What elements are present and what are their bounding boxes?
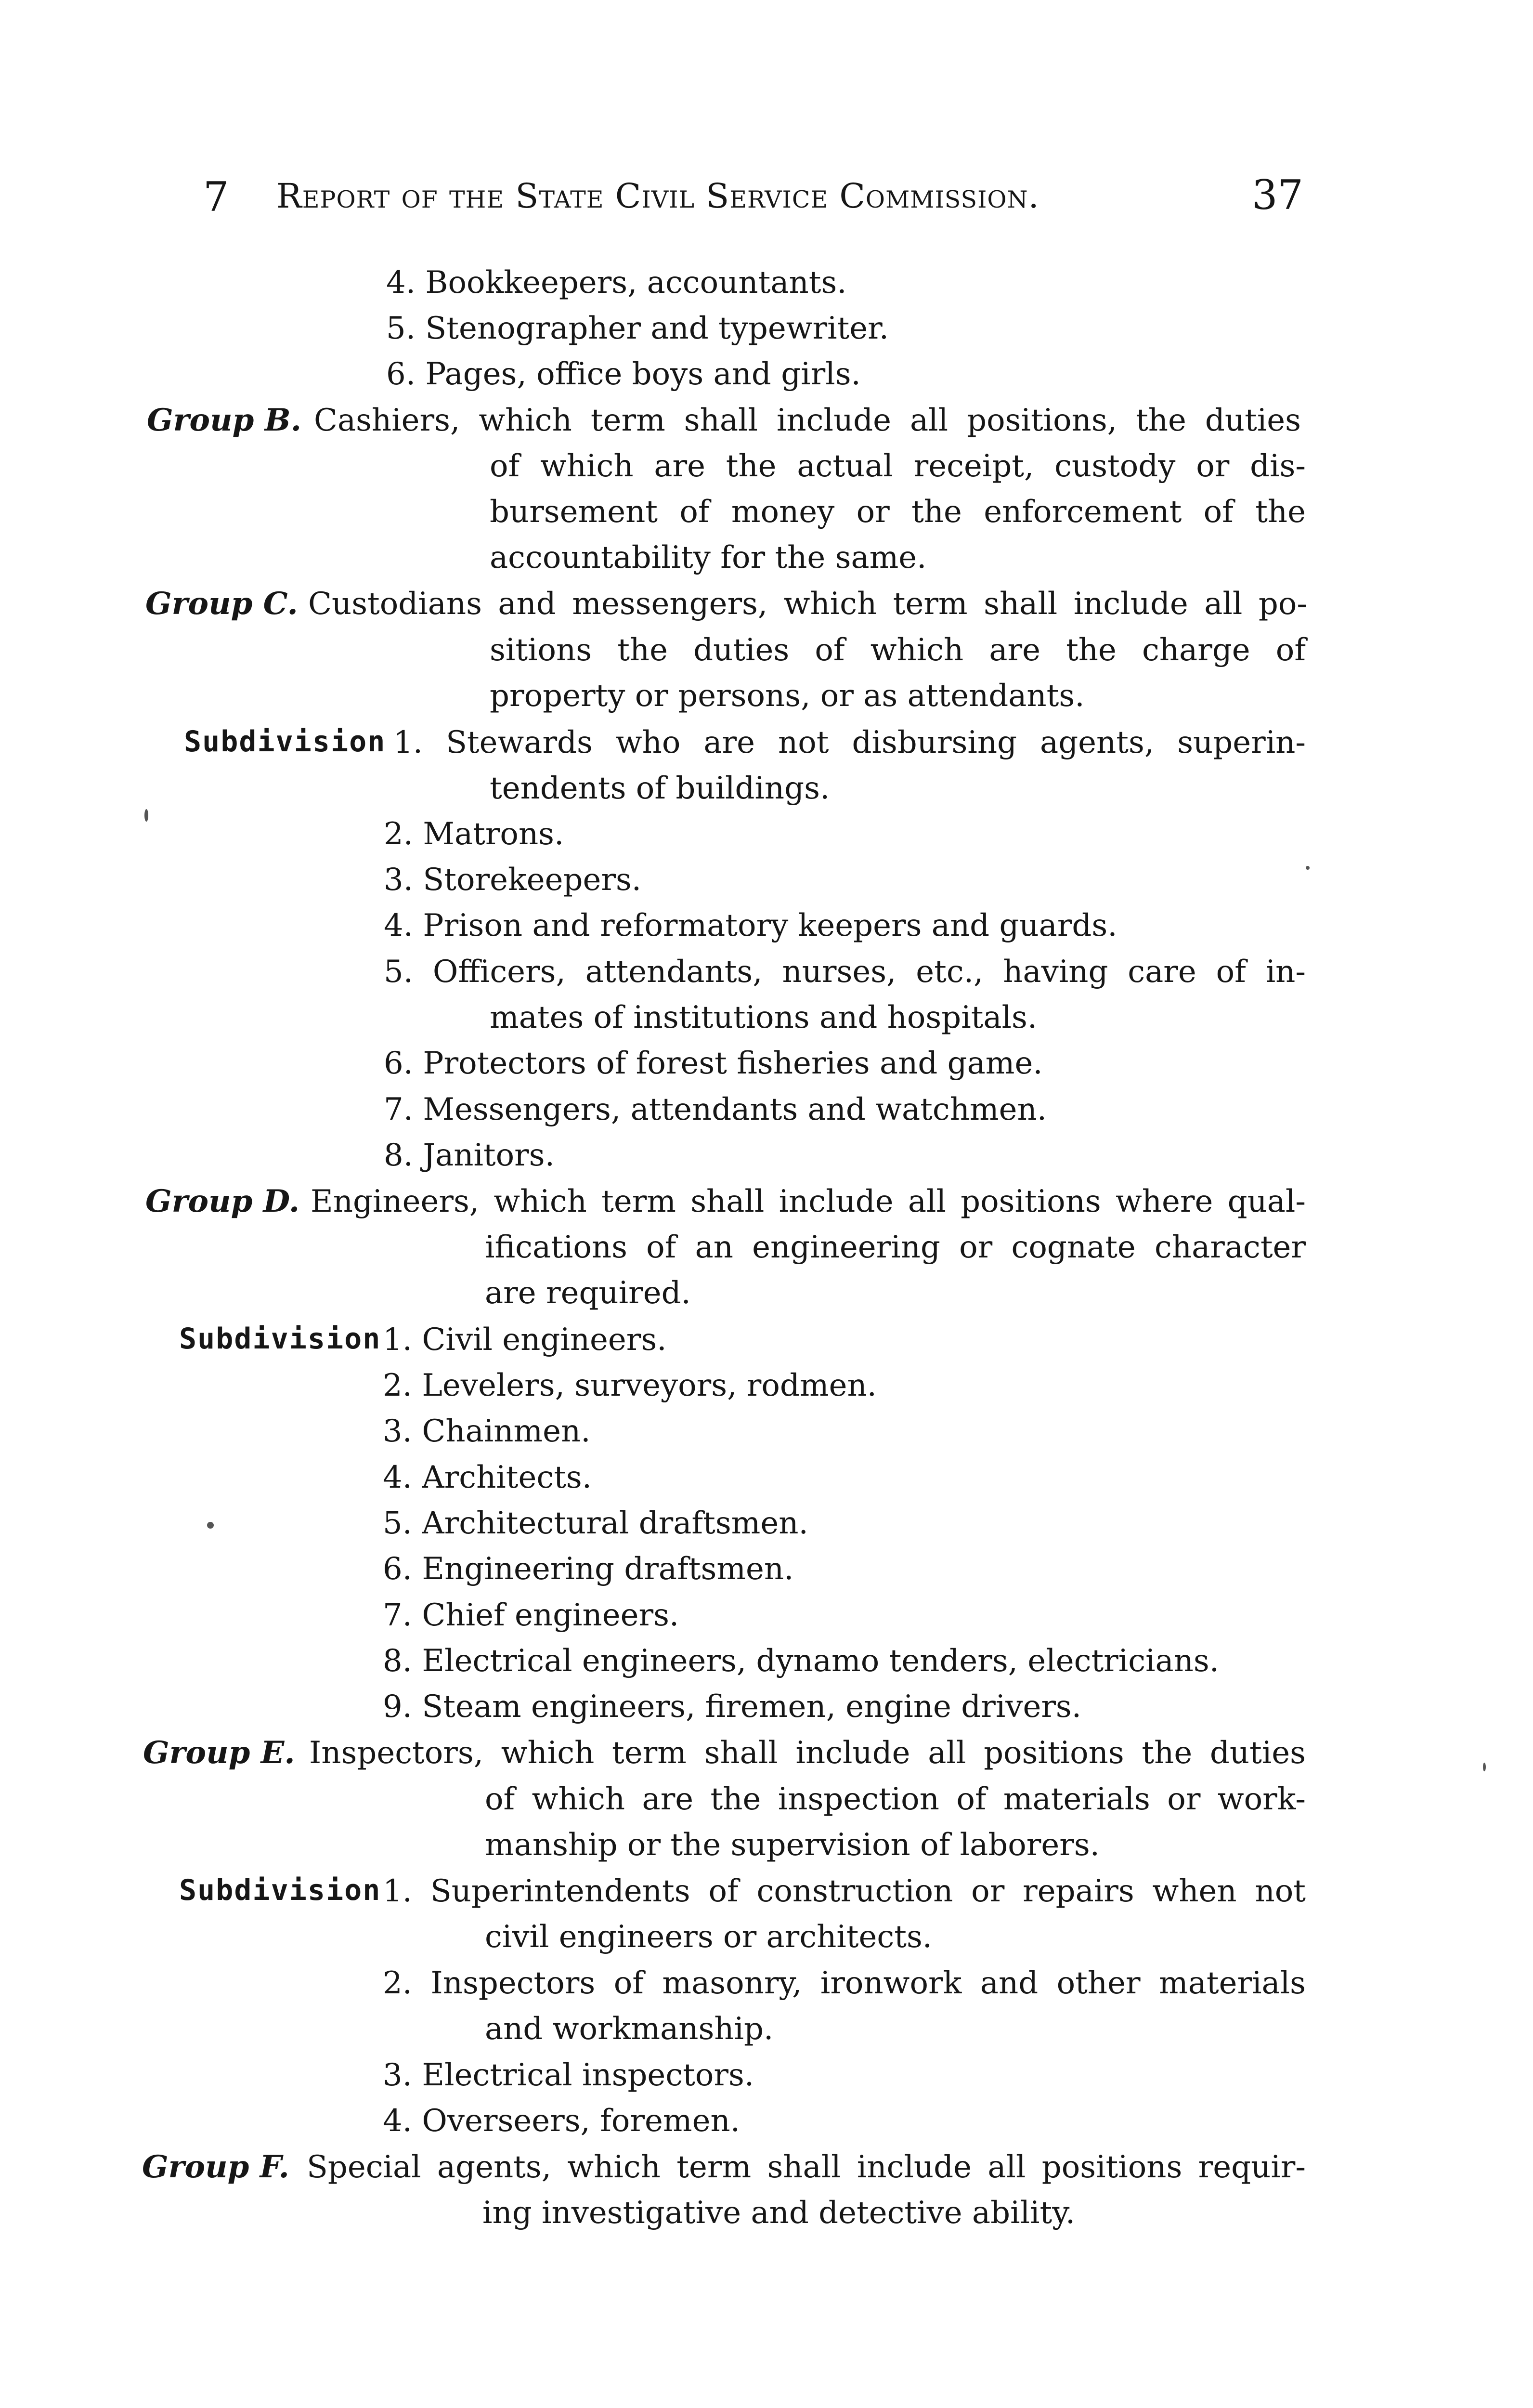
group-b-text: of which are the actual receipt, custody or dis- (490, 448, 1306, 484)
list-item: 4. Architects. (383, 1460, 592, 1495)
scan-speck (144, 809, 148, 822)
list-item: 6. Engineering draftsmen. (383, 1551, 794, 1587)
group-f-text: ing investigative and detective ability. (482, 2195, 1076, 2231)
list-item: 5. Stenographer and typewriter. (386, 311, 889, 346)
group-d-label: Group D. (145, 1183, 300, 1219)
group-c-text: property or persons, or as attendants. (490, 678, 1085, 714)
list-item: 8. Electrical engineers, dynamo tenders, electricians. (383, 1643, 1220, 1679)
group-e-text: Inspectors, which term shall include all positions the duties (309, 1735, 1306, 1771)
group-d-text: are required. (485, 1275, 691, 1311)
scan-speck (1306, 866, 1310, 870)
subdivision-label: Subdivision (179, 1873, 381, 1907)
list-item: civil engineers or architects. (485, 1919, 933, 1955)
list-item: tendents of buildings. (490, 771, 830, 806)
group-c-text: Custodians and messengers, which term shall include all po- (308, 586, 1307, 622)
scan-speck (1483, 1763, 1486, 1771)
list-item: and workmanship. (485, 2011, 774, 2047)
list-item: 6. Protectors of forest fisheries and game. (384, 1046, 1043, 1081)
list-item: 6. Pages, office boys and girls. (386, 356, 861, 392)
group-f-text: Special agents, which term shall include all positions requir- (307, 2149, 1306, 2185)
group-e-text: manship or the supervision of laborers. (485, 1827, 1100, 1863)
list-item: 5. Officers, attendants, nurses, etc., having care of in- (384, 954, 1306, 990)
scan-speck (207, 1522, 214, 1529)
group-b-text: Cashiers, which term shall include all positions, the duties (314, 403, 1301, 438)
list-item: 5. Architectural draftsmen. (383, 1505, 808, 1541)
group-e-label: Group E. (143, 1735, 295, 1771)
group-d-text: ifications of an engineering or cognate character (485, 1230, 1306, 1265)
list-item: 3. Electrical inspectors. (383, 2057, 754, 2093)
group-c-label: Group C. (145, 586, 298, 622)
list-item: 1. Superintendents of construction or repairs when not (383, 1873, 1306, 1909)
group-d-text: Engineers, which term shall include all positions where qual- (311, 1184, 1306, 1219)
list-item: 2. Inspectors of masonry, ironwork and other materials (383, 1965, 1306, 2001)
running-header-text: Report of the State Civil Service Commission. (276, 176, 1039, 216)
subdivision-label: Subdivision (179, 1322, 381, 1356)
list-item: 3. Chainmen. (383, 1413, 591, 1449)
group-b-text: bursement of money or the enforcement of the (490, 494, 1306, 530)
group-c-text: sitions the duties of which are the charge of (490, 632, 1306, 668)
list-item: 2. Levelers, surveyors, rodmen. (383, 1368, 877, 1403)
list-item: 2. Matrons. (384, 816, 564, 852)
list-item: 9. Steam engineers, firemen, engine drivers. (383, 1689, 1082, 1725)
list-item: 1. Civil engineers. (383, 1322, 667, 1358)
list-item: 4. Bookkeepers, accountants. (386, 265, 847, 301)
group-b-label: Group B. (147, 402, 301, 438)
list-item: 7. Chief engineers. (383, 1597, 679, 1633)
list-item: 3. Storekeepers. (384, 862, 642, 898)
header-left-mark: 7 (203, 173, 229, 221)
list-item: 4. Prison and reformatory keepers and guards. (384, 908, 1117, 943)
list-item: 7. Messengers, attendants and watchmen. (384, 1092, 1047, 1127)
list-item: 8. Janitors. (384, 1138, 555, 1173)
list-item: mates of institutions and hospitals. (490, 1000, 1038, 1035)
group-b-text: accountability for the same. (490, 540, 927, 576)
running-header-title (276, 176, 1039, 216)
list-item: 4. Overseers, foremen. (383, 2103, 741, 2139)
page-number: 37 (1252, 171, 1303, 219)
group-f-label: Group F. (142, 2149, 289, 2185)
subdivision-label: Subdivision (184, 725, 386, 759)
list-item: 1. Stewards who are not disbursing agents, superin- (393, 725, 1306, 760)
group-e-text: of which are the inspection of materials or work- (485, 1781, 1306, 1817)
